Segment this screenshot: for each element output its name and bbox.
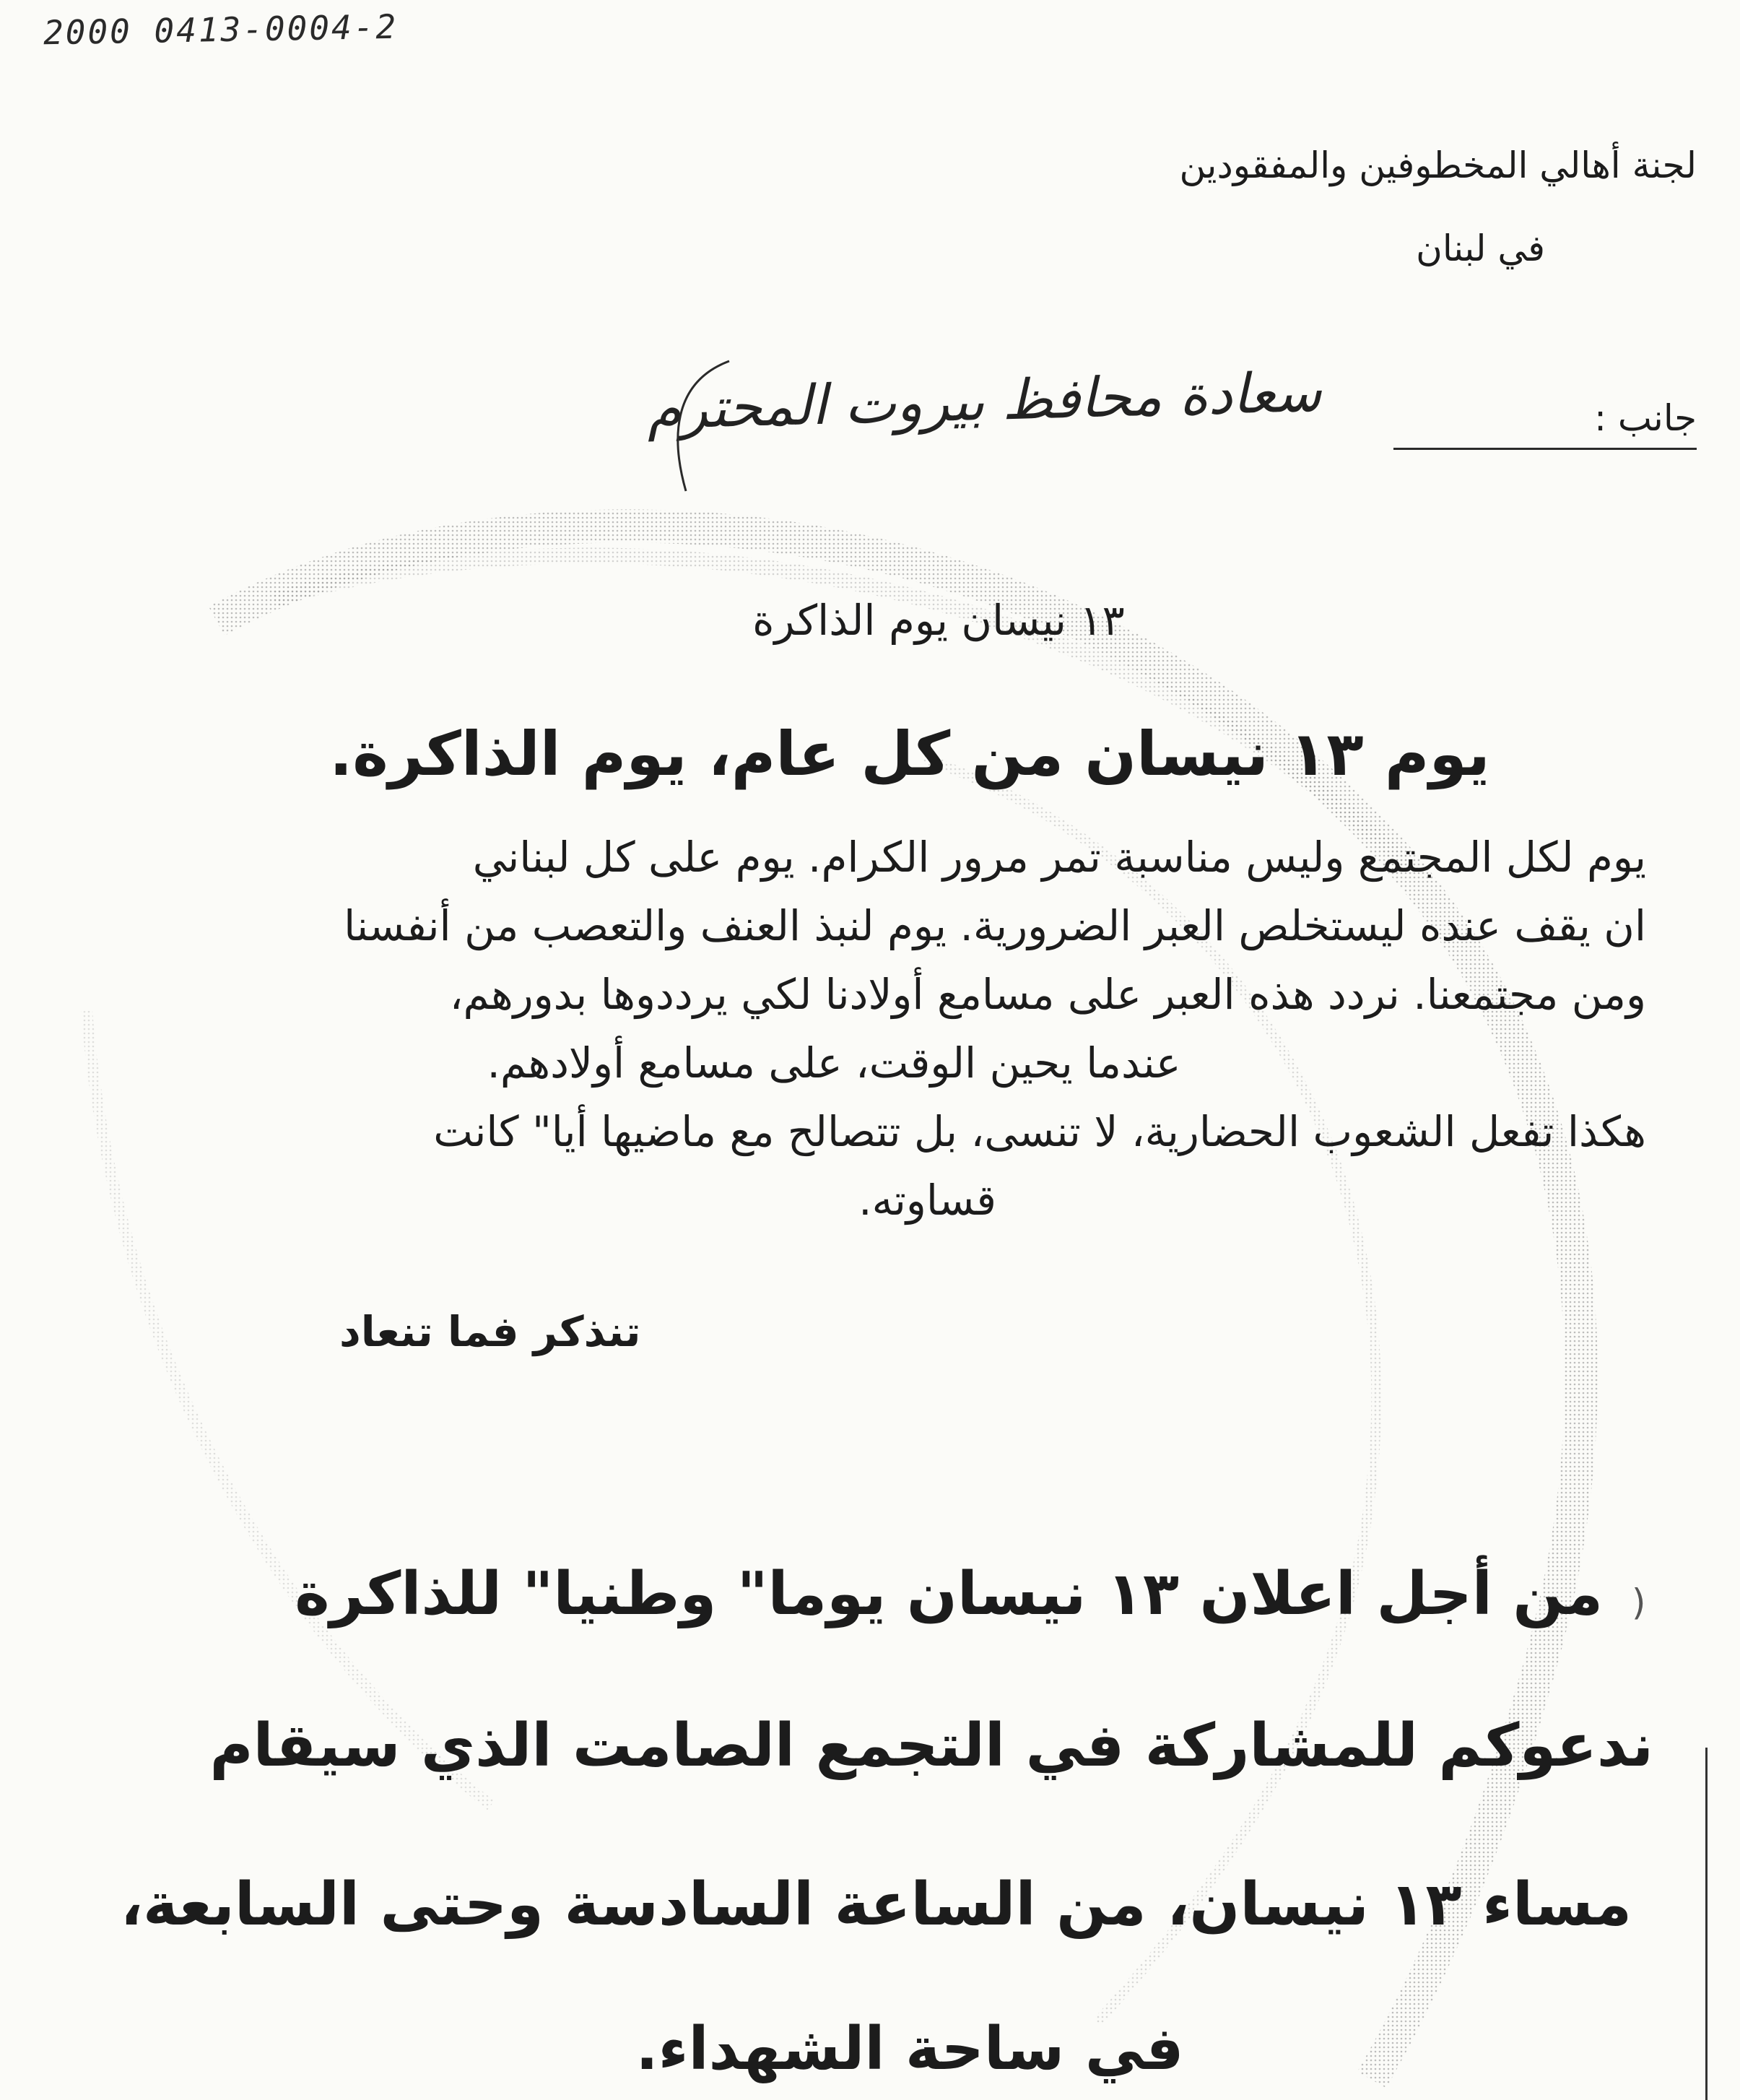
addressee-label: جانب : (1594, 397, 1697, 439)
body-line: هكذا تفعل الشعوب الحضارية، لا تنسى، بل تتصالح مع ماضيها أيا" كانت (433, 1107, 1646, 1156)
body-line: يوم لكل المجتمع وليس مناسبة تمر مرور الكرام. يوم على كل لبناني (472, 833, 1646, 882)
body-line: عندما يحين الوقت، على مسامع أولادهم. (487, 1038, 1181, 1088)
organization-name: لجنة أهالي المخطوفين والمفقودين (1179, 144, 1697, 186)
body-line: ومن مجتمعنا. نردد هذه العبر على مسامع أولادنا لكي يرددوها بدورهم، (449, 970, 1646, 1019)
scan-edge-line (1705, 1748, 1708, 2100)
document-reference-number: 2000 0413-0004-2 (43, 6, 399, 53)
call-to-action-line: في ساحة الشهداء. (635, 2015, 1184, 2083)
call-to-action-line: ندعوكم للمشاركة في التجمع الصامت الذي سيقام (209, 1711, 1653, 1780)
body-line: ان يقف عنده ليستخلص العبر الضرورية. يوم لنبذ العنف والتعصب من أنفسنا (344, 901, 1646, 950)
margin-mark: ) (1632, 1581, 1646, 1623)
date-heading: ١٣ نيسان يوم الذاكرة (752, 596, 1125, 645)
call-to-action-line: من أجل اعلان ١٣ نيسان يوما" وطنيا" للذاكرة (295, 1560, 1603, 1628)
body-paragraph (22, 823, 1646, 1235)
handwritten-recipient: سعادة محافظ بيروت المحترم (645, 359, 1323, 442)
main-heading: يوم ١٣ نيسان من كل عام، يوم الذاكرة. (329, 719, 1490, 789)
body-line: قساوته. (858, 1176, 996, 1225)
addressee-row (498, 354, 1697, 462)
call-to-action-line: مساء ١٣ نيسان، من الساعة السادسة وحتى السابعة، (120, 1870, 1632, 1939)
handwriting-flourish (628, 354, 787, 498)
organization-country: في لبنان (1416, 227, 1545, 269)
signoff-slogan: تنذكر فما تنعاد (339, 1307, 641, 1356)
addressee-underline (1393, 448, 1697, 450)
